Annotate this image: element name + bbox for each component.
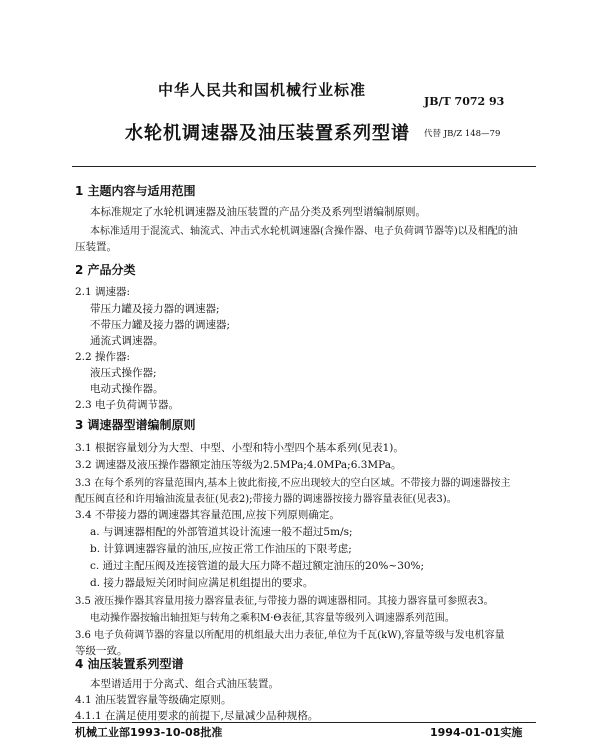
issuing-authority: 中华人民共和国机械行业标准 [158, 81, 367, 99]
clause-3-6a: 3.6 电子负荷调节器的容量以所配用的机组最大出力表征,单位为千瓦(kW),容量等级与发电机容量 [75, 630, 505, 641]
section-2-heading: 2 产品分类 [75, 263, 136, 277]
list-item: 不带压力罐及接力器的调速器; [90, 319, 231, 331]
clause-3-5a: 3.5 液压操作器其容量用接力器容量表征,与带接力器的调速器相同。其接力器容量可参照表3。 [75, 596, 494, 607]
s1-para-2b: 压装置。 [75, 241, 117, 253]
list-item: 液压式操作器; [90, 367, 157, 379]
clause-3-5b: 电动操作器按输出轴扭矩与转角之乘积M·Θ表征,其容量等级列入调速器系列范围。 [90, 613, 455, 624]
s4-para-1: 本型谱适用于分离式、组合式油压装置。 [90, 678, 279, 690]
clause-3-3a: 3.3 在每个系列的容量范围内,基本上彼此衔接,不应出现较大的空白区域。不带接力器的调速器按主 [75, 478, 511, 489]
list-item: d. 接力器最短关闭时间应满足机组提出的要求。 [90, 577, 314, 589]
list-item: c. 通过主配压阀及连接管道的最大压力降不超过额定油压的20%~30%; [90, 560, 425, 572]
list-item: a. 与调速器相配的外部管道其设计流速一般不超过5m/s; [90, 526, 353, 538]
footer-rule [72, 722, 536, 723]
list-item: 带压力罐及接力器的调速器; [90, 303, 220, 315]
s1-para-1: 本标准规定了水轮机调速器及油压装置的产品分类及系列型谱编制原则。 [90, 206, 426, 218]
s1-para-2a: 本标准适用于混流式、轴流式、冲击式水轮机调速器(含操作器、电子负荷调节器等)以及相配的油 [90, 226, 518, 237]
clause-3-2: 3.2 调速器及液压操作器额定油压等级为2.5MPa;4.0MPa;6.3MPa。 [75, 459, 402, 471]
list-item: 通流式调速器。 [90, 335, 164, 347]
approval-line: 机械工业部1993-10-08批准 [75, 726, 223, 739]
clause-3-4: 3.4 不带接力器的调速器其容量范围,应按下列原则确定。 [75, 509, 340, 521]
clause-3-3b: 配压阀直径和许用输油流量表征(见表2);带接力器的调速器按接力器容量表征(见表3)。 [75, 494, 457, 505]
clause-2-2: 2.2 操作器: [75, 351, 131, 363]
list-item: b. 计算调速器容量的油压,应按正常工作油压的下限考虑; [90, 543, 352, 555]
standard-code: JB/T 7072 93 [424, 95, 505, 108]
list-item: 电动式操作器。 [90, 383, 164, 395]
section-4-heading: 4 油压装置系列型谱 [75, 657, 184, 671]
effective-date: 1994-01-01实施 [430, 726, 523, 739]
section-1-heading: 1 主题内容与适用范围 [75, 184, 196, 198]
clause-3-1: 3.1 根据容量划分为大型、中型、小型和特小型四个基本系列(见表1)。 [75, 442, 404, 454]
replaces-note: 代替 JB/Z 148—79 [424, 129, 501, 139]
clause-4-1: 4.1 油压装置容量等级确定原则。 [75, 694, 232, 706]
clause-2-1: 2.1 调速器: [75, 286, 131, 298]
clause-4-1-1: 4.1.1 在满足使用要求的前提下,尽量减少品种规格。 [75, 710, 319, 722]
document-title: 水轮机调速器及油压装置系列型谱 [125, 123, 410, 144]
header-rule [72, 166, 536, 167]
clause-3-6b: 等级一致。 [75, 645, 128, 657]
section-3-heading: 3 调速器型谱编制原则 [75, 418, 196, 432]
clause-2-3: 2.3 电子负荷调节器。 [75, 399, 180, 411]
